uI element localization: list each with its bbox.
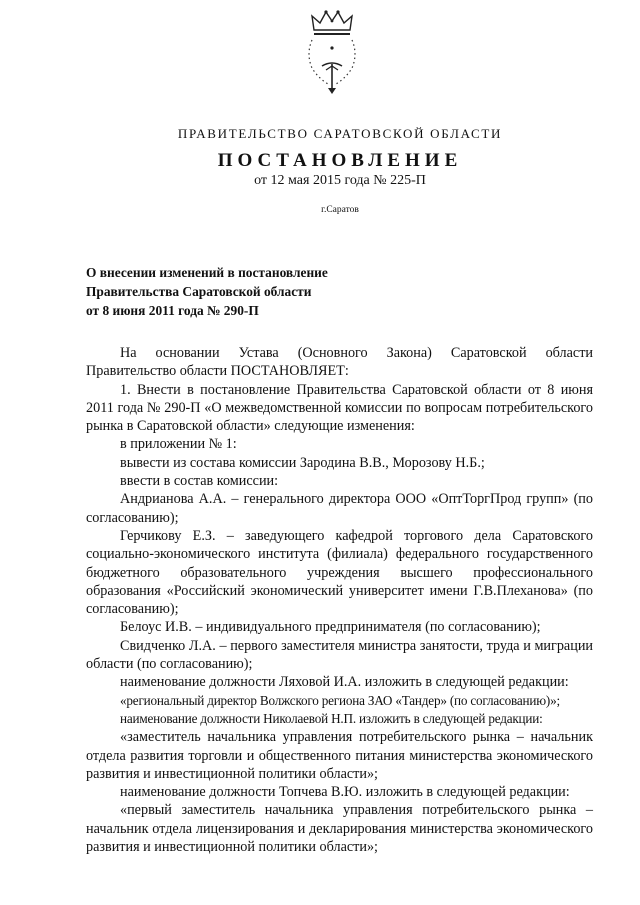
- government-name: ПРАВИТЕЛЬСТВО САРАТОВСКОЙ ОБЛАСТИ: [177, 126, 503, 141]
- subject-line: Правительства Саратовской области: [86, 284, 312, 299]
- body-paragraph: 1. Внести в постановление Правительства Саратовской области от 8 июня 2011 года № 290-П «О межведомственной комиссии по вопросам потребительского рынка в Саратовской области» следующие изменения:: [86, 381, 593, 435]
- body-paragraph: «заместитель начальника управления потребительского рынка – начальник отдела развития торговли и общественного питания министерства экономического развития и инвестиционной политики области»;: [86, 729, 593, 782]
- body-paragraph: «первый заместитель начальника управления потребительского рынка – начальник отдела лицензирования и декларирования министерства экономического развития и инвестиционной политики области»;: [86, 802, 593, 856]
- subject-line: от 8 июня 2011 года № 290-П: [86, 303, 259, 318]
- body-paragraph: наименование должности Николаевой Н.П. изложить в следующей редакции:: [120, 710, 543, 726]
- subject-line: О внесении изменений в постановление: [86, 265, 328, 280]
- body-paragraph: наименование должности Топчева В.Ю. изложить в следующей редакции:: [120, 784, 570, 801]
- body-paragraph: «региональный директор Волжского региона ЗАО «Тандер» (по согласованию)»;: [120, 692, 560, 708]
- document-city: г.Саратов: [321, 205, 359, 215]
- document-type: ПОСТАНОВЛЕНИЕ: [217, 150, 463, 171]
- body-paragraph: Белоус И.В. – индивидуального предпринимателя (по согласованию);: [120, 619, 541, 636]
- body-paragraph: Свидченко Л.А. – первого заместителя министра занятости, труда и миграции области (по согласованию);: [86, 637, 593, 673]
- body-paragraph: Андрианова А.А. – генерального директора ООО «ОптТоргПрод групп» (по согласованию);: [86, 491, 593, 526]
- document-subject: [86, 263, 446, 320]
- body-paragraph: Герчикову Е.З. – заведующего кафедрой торгового дела Саратовского социально-экономического института (филиала) федерального государственного бюджетного образовательного учреждения высшего профессионального образования «Российский экономический университет имени Г.В.Плеханова» (по согласованию);: [86, 527, 593, 618]
- body-paragraph: вывести из состава комиссии Зародина В.В., Морозову Н.Б.;: [120, 454, 485, 471]
- body-paragraph: наименование должности Ляховой И.А. изложить в следующей редакции:: [120, 674, 569, 691]
- document-date-number: от 12 мая 2015 года № 225-П: [254, 173, 426, 188]
- document-body: [86, 344, 593, 856]
- body-paragraph: ввести в состав комиссии:: [120, 473, 279, 490]
- body-paragraph: в приложении № 1:: [120, 436, 237, 453]
- saratov-coat-of-arms-icon: [300, 8, 364, 100]
- body-paragraph: На основании Устава (Основного Закона) Саратовской области Правительство области ПОСТАНОВЛЯЕТ:: [86, 345, 593, 380]
